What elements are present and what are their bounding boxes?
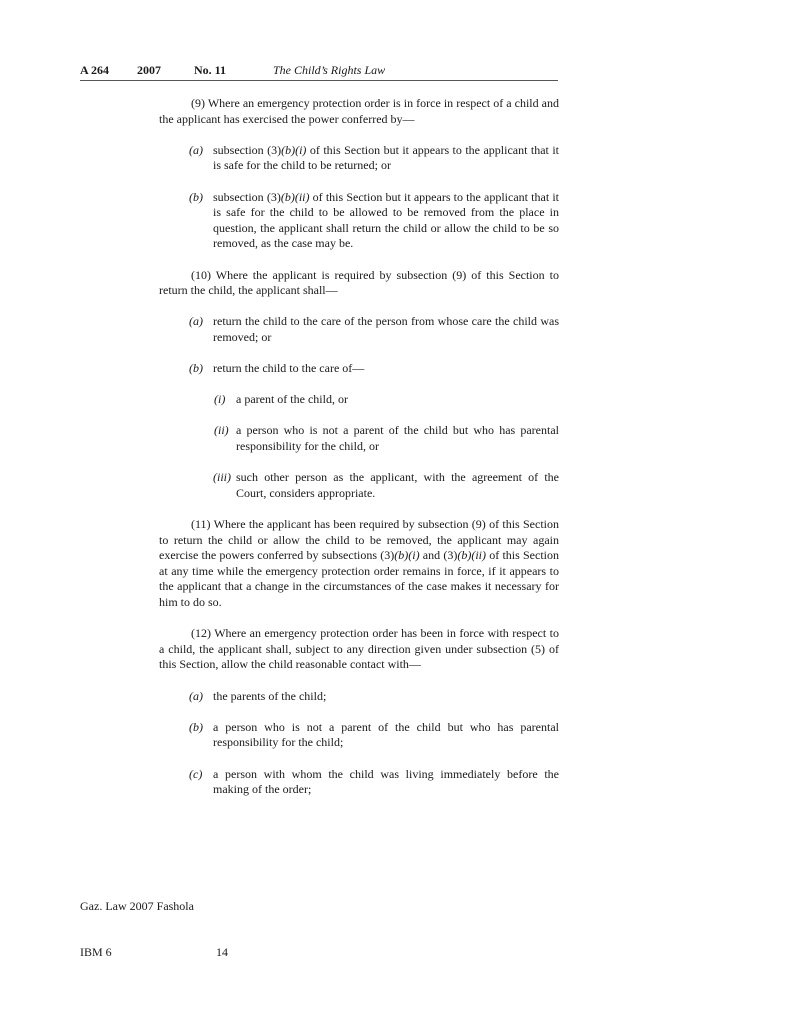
page-code: A 264 [80,63,110,77]
running-header [80,62,558,81]
subsection-10-b-iii [213,470,559,501]
subsection-9-a [189,142,559,174]
item-text: return the child to the care of the person from whose care the child was removed; or [213,314,559,344]
para-reference: (b)(i) [394,548,420,563]
subsection-10-b-ii [214,423,559,454]
subsection-10-b [189,361,559,377]
item-text: subsection (3) [213,142,282,157]
subsection-12-c [189,766,559,798]
page-number: 14 [216,945,228,959]
subsection-12-b [189,719,559,751]
subsection-11 [159,517,559,611]
item-label: (b) [189,189,203,204]
para-text: (11) Where the applicant has been required by subsection (9) of this Section to return the child or allow the child to be removed, the applicant may again exercise the powers conferred by subsections (3) [159,517,559,563]
subsection-10-a [189,314,559,345]
footer-code: IBM 6 [80,945,112,959]
subitem-text: a parent of the child, or [236,392,348,407]
subsection-9-b [189,189,559,252]
law-year: 2007 [137,63,161,77]
item-label: (b) [189,361,203,376]
subitem-text: such other person as the applicant, with the agreement of the Court, considers appropriate. [236,470,559,500]
subsection-12: (12) Where an emergency protection order has been in force with respect to a child, the applicant shall, subject to any direction given under subsection (5) of this Section, allow the child reasonable contact with— [159,626,559,672]
subitem-label: (i) [214,392,226,407]
item-label: (a) [189,142,203,157]
item-label: (c) [189,766,203,781]
subitem-label: (iii) [213,470,231,485]
item-text: the parents of the child; [213,688,327,703]
subitem-text: a person who is not a parent of the child but who has parental responsibility for the child, or [236,423,559,454]
law-number: No. 11 [194,63,227,77]
gazette-footer: Gaz. Law 2007 Fashola [80,899,194,913]
law-title: The Child’s Rights Law [273,63,386,77]
item-label: (a) [189,314,203,329]
item-text: a person who is not a parent of the child but who has parental responsibility for the child; [213,719,559,750]
item-reference: (b)(ii) [280,189,310,204]
item-text: subsection (3) [213,189,281,204]
para-text: and (3) [419,548,458,563]
para-reference: (b)(ii) [457,548,486,563]
item-reference: (b)(i) [281,142,307,157]
item-label: (b) [189,719,203,734]
item-text: of this Section but it appears to the applicant that it is safe for the child to be returned; or [213,142,559,173]
para-text: of this Section at any time while the emergency protection order remains in force, if it appears to the applicant that a change in the circumstances of the case makes it necessary for him to do so. [159,548,559,609]
subitem-label: (ii) [214,423,229,438]
subsection-12-a [189,688,559,705]
item-text: return the child to the care of— [213,361,365,376]
item-text: a person with whom the child was living immediately before the making of the order; [213,766,559,797]
document-body [159,96,559,813]
subsection-10: (10) Where the applicant is required by subsection (9) of this Section to return the child, the applicant shall— [159,267,559,298]
subsection-10-b-i [214,392,559,408]
item-text: of this Section but it appears to the applicant that it is safe for the child to be allowed to be removed from the place in question, the applicant shall return the child or allow the child to be so removed, as the case may be. [213,189,559,251]
subsection-9: (9) Where an emergency protection order is in force in respect of a child and the applicant has exercised the power conferred by— [159,96,559,126]
item-label: (a) [189,688,203,703]
